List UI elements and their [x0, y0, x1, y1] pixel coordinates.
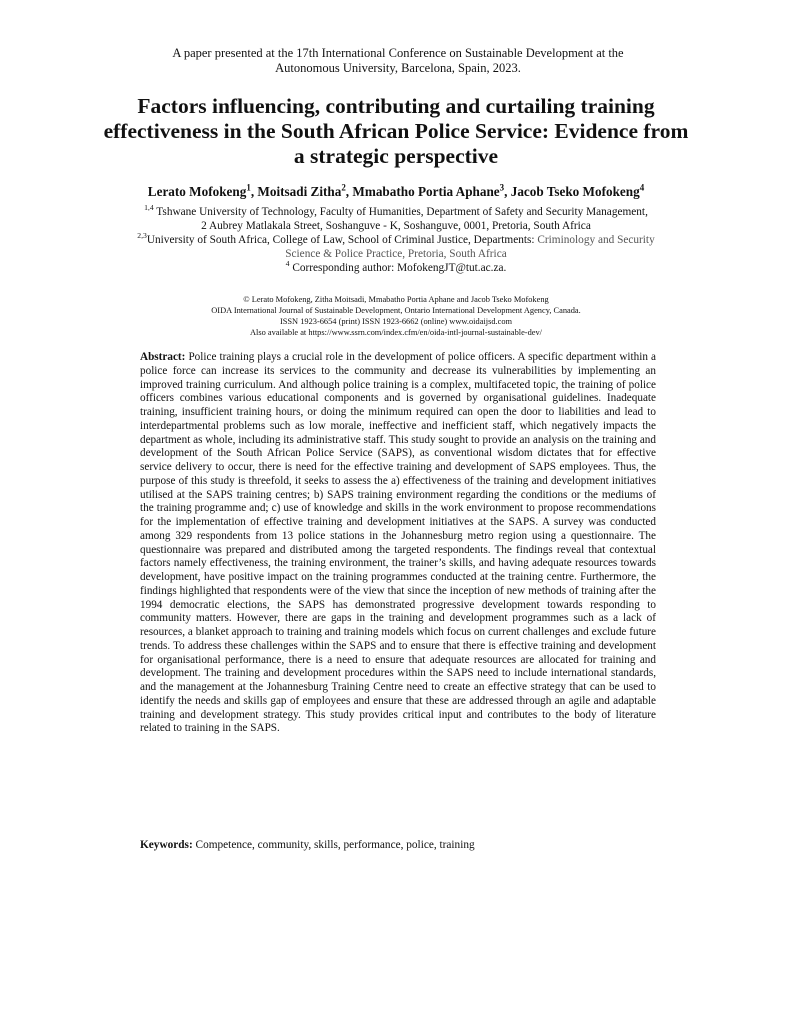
keywords — [140, 838, 656, 852]
copyright-line-1: © Lerato Mofokeng, Zitha Moitsadi, Mmabatho Portia Aphane and Jacob Tseko Mofokeng — [243, 295, 549, 304]
conference-note — [140, 46, 656, 76]
copyright-notice — [150, 294, 642, 338]
copyright-line-4: Also available at https://www.ssrn.com/index.cfm/en/oida-intl-journal-sustainable-dev/ — [249, 328, 543, 337]
author-3: Mmabatho Portia Aphane$^3$, — [352, 182, 511, 199]
conference-note-line-2: Autonomous University, Barcelona, Spain, 2023. — [275, 61, 521, 75]
author-list — [110, 184, 682, 200]
corresponding-author: $^4$ Corresponding author: MofokengJT@tut.ac.za. — [285, 259, 507, 274]
affiliations — [100, 205, 692, 275]
author-2: Moitsadi Zitha$^2$, — [257, 182, 353, 199]
affiliation-2-line-2: Science & Police Practice, Pretoria, South Africa — [285, 248, 507, 260]
abstract — [140, 351, 656, 736]
copyright-line-3: ISSN 1923-6654 (print) ISSN 1923-6662 (online) www.oidaijsd.com — [279, 317, 513, 326]
conference-note-line-1: A paper presented at the 17th International Conference on Sustainable Development at the — [172, 46, 624, 60]
paper-title: Factors influencing, contributing and curtailing training effectiveness in the South African Police Service: Evidence from a strategic perspective — [103, 94, 689, 168]
author-4: Jacob Tseko Mofokeng$^4$ — [510, 182, 645, 199]
keywords-text: Competence, community, skills, performance, police, training — [192, 839, 475, 851]
copyright-line-2: OIDA International Journal of Sustainable Development, Ontario International Development Agency, Canada. — [211, 306, 581, 315]
author-1: Lerato Mofokeng$^1$, — [147, 182, 258, 199]
keywords-label: Keywords: — [140, 839, 193, 851]
affiliation-1-line-2: 2 Aubrey Matlakala Street, Soshanguve - K, Soshanguve, 0001, Pretoria, South Africa — [201, 220, 591, 232]
affiliation-2-line-1: $^{2,3}$University of South Africa, College of Law, School of Criminal Justice, Departments: Criminology and Security — [137, 231, 655, 246]
abstract-label: Abstract: — [140, 351, 186, 363]
abstract-text: Police training plays a crucial role in the development of police officers. A specific department within a police force can increase its services to the community and decrease its vulnerabilities by implementing an improved training curriculum. And although police training is a complex, multifaceted topic, the training of police officers combines various educational components and is governed by organisational guidelines. Inadequate training, insufficient training hours, or doing the minimum required can open the door to liabilities and lead to interdepartmental problems such as low morale, ineffective and inefficient staff, which negatively impacts the department as whole, including its administrative staff. This study sought to provide an analysis on the training and development of the South African Police Service (SAPS), as conventional wisdom dictates that for effective service delivery to occur, there is need for the effective training and development of SAPS employees. Thus, the purpose of this study is threefold, it seeks to assess the a) effectiveness of the training and development initiatives utilised at the SAPS training centres; b) SAPS training environment regarding the conditions or the mediums of the training programme and; c) use of knowledge and skills in the work environment to propose recommendations for the implementation of effective training and development initiatives at the SAPS. A survey was conducted among 329 respondents from 13 police stations in the Johannesburg metro region using a questionnaire. The questionnaire was prepared and distributed among the targeted respondents. The findings reveal that contextual factors namely effectiveness, the training environment, the trainer’s skills, and having adequate resources towards development, have positive impact on the training programmes conducted at the training centre. Furthermore, the findings highlighted that respondents were of the view that since the inception of new methods of training after the 1994 democratic elections, the SAPS has demonstrated progressive development towards responding to community matters. However, there are gaps in the training and development programmes such as a lack of resources, a blanket approach to training and training models which focus on current challenges and exclude future trends. To address these challenges within the SAPS and to ensure that there is effective training and development for organisational performance, there is a need to ensure that adequate resources are allocated for training and development. The training and development procedures within the SAPS need to include international standards, and the management at the Johannesburg Training Centre need to create an effective strategy that can be used to identify the needs and skills gap of employees and ensure that these are addressed through an agile and adaptable training and development strategy. This study provides critical input and contributes to the body of literature related to training in the SAPS. — [140, 351, 656, 735]
affiliation-1-line-1: $^{1,4}$ Tshwane University of Technology, Faculty of Humanities, Department of Safety and Security Management, — [144, 203, 648, 218]
